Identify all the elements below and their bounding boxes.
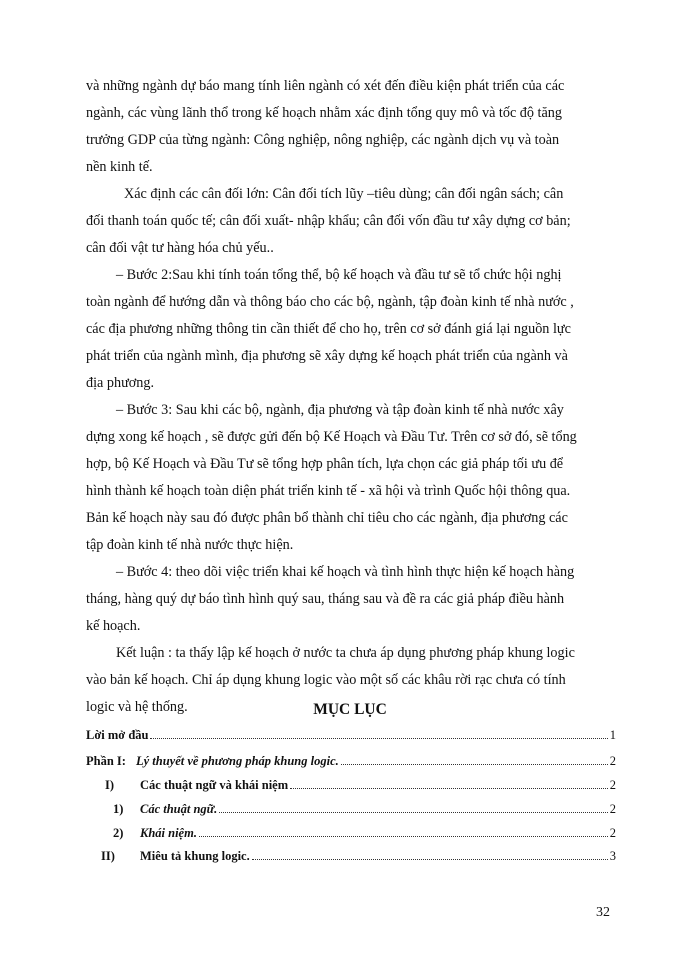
body-text-line: tập đoàn kinh tế nhà nước thực hiện.	[86, 537, 294, 553]
toc-entry-intro[interactable]	[86, 726, 616, 744]
toc-leader-dots	[252, 858, 608, 860]
toc-page-number: 2	[609, 778, 616, 792]
body-text-line: ngành, các vùng lãnh thổ trong kế hoạch nhằm xác định tổng quy mô và tốc độ tăng	[86, 105, 562, 121]
toc-entry-section-1[interactable]	[86, 776, 616, 794]
body-text-line: – Bước 3: Sau khi các bộ, ngành, địa phương và tập đoàn kinh tế nhà nước xây	[116, 402, 564, 418]
body-text-line: đối thanh toán quốc tế; cân đối xuất- nhập khẩu; cân đối vốn đầu tư xây dựng cơ bản;	[86, 213, 571, 229]
toc-entry-text: Khái niệm.	[140, 826, 197, 840]
body-text-line: hợp, bộ Kế Hoạch và Đầu Tư sẽ tổng hợp phân tích, lựa chọn các giả pháp tối ưu để	[86, 456, 564, 472]
body-text-line: cân đối vật tư hàng hóa chủ yếu..	[86, 240, 274, 256]
body-text-line: dựng xong kế hoạch , sẽ được gửi đến bộ Kế Hoạch và Đầu Tư. Trên cơ sở đó, sẽ tổng	[86, 429, 577, 445]
toc-entry-number: 2)	[113, 826, 124, 840]
toc-entry-part-1[interactable]	[86, 752, 616, 770]
body-text-line: và những ngành dự báo mang tính liên ngành có xét đến điều kiện phát triển của các	[86, 78, 565, 94]
toc-page-number: 1	[609, 728, 616, 742]
toc-page-number: 3	[609, 849, 616, 863]
toc-entry-subsection-1[interactable]	[86, 800, 616, 818]
toc-entry-text: Các thuật ngữ và khái niệm	[140, 778, 289, 792]
toc-page-number: 2	[609, 826, 616, 840]
body-text-line: – Bước 4: theo dõi việc triển khai kế hoạch và tình hình thực hiện kế hoạch hàng	[116, 564, 575, 580]
toc-leader-dots	[290, 787, 608, 789]
toc-entry-number: II)	[101, 849, 115, 863]
toc-leader-dots	[150, 737, 607, 739]
body-text-line: kế hoạch.	[86, 618, 141, 634]
body-text-line: hình thành kế hoạch toàn diện phát triển kinh tế - xã hội và trình Quốc hội thông qua.	[86, 483, 571, 499]
body-text-line: toàn ngành để hướng dẫn và thông báo cho các bộ, ngành, tập đoàn kinh tế nhà nước ,	[86, 294, 574, 310]
body-text-line: – Bước 2:Sau khi tính toán tổng thể, bộ kế hoạch và đầu tư sẽ tổ chức hội nghị	[116, 267, 562, 283]
body-text-line: tháng, hàng quý dự báo tình hình quý sau, tháng sau và đề ra các giả pháp điều hành	[86, 591, 565, 607]
toc-entry-text: Miêu tả khung logic.	[140, 849, 250, 863]
toc-page-number: 2	[609, 754, 616, 768]
body-text-line: Kết luận : ta thấy lập kế hoạch ở nước ta chưa áp dụng phương pháp khung logic	[116, 645, 575, 661]
toc-entry-text: Lý thuyết về phương pháp khung logic.	[136, 754, 339, 768]
body-text-line: logic và hệ thống.	[86, 699, 188, 715]
toc-entry-subsection-2[interactable]	[86, 824, 616, 842]
toc-entry-number: 1)	[113, 802, 124, 816]
body-text-line: phát triển của ngành mình, địa phương sẽ xây dựng kế hoạch phát triển của ngành và	[86, 348, 568, 364]
body-text-line: nền kinh tế.	[86, 159, 153, 175]
page-number: 32	[596, 905, 610, 920]
body-text-line: địa phương.	[86, 375, 154, 391]
toc-entry-number: I)	[105, 778, 115, 792]
body-text-line: vào bản kế hoạch. Chỉ áp dụng khung logic vào một số các khâu rời rạc chưa có tính	[86, 672, 566, 688]
body-text-line: Bản kế hoạch này sau đó được phân bổ thành chỉ tiêu cho các ngành, địa phương các	[86, 510, 568, 526]
toc-leader-dots	[219, 811, 607, 813]
toc-leader-dots	[341, 763, 608, 765]
toc-page-number: 2	[609, 802, 616, 816]
body-text-line: các địa phương những thông tin cần thiết để cho họ, trên cơ sở đánh giá lại nguồn lực	[86, 321, 571, 337]
body-text-line: Xác định các cân đối lớn: Cân đối tích lũy –tiêu dùng; cân đối ngân sách; cân	[124, 186, 564, 202]
toc-entry-label: Phần I:	[86, 754, 126, 768]
toc-leader-dots	[199, 835, 608, 837]
toc-entry-section-2[interactable]	[86, 847, 616, 865]
toc-entry-label: Lời mở đầu	[86, 728, 149, 742]
body-text-line: trưởng GDP của từng ngành: Công nghiệp, nông nghiệp, các ngành dịch vụ và toàn	[86, 132, 560, 148]
toc-title: MỤC LỤC	[313, 701, 387, 718]
toc-entry-text: Các thuật ngữ.	[140, 802, 218, 816]
